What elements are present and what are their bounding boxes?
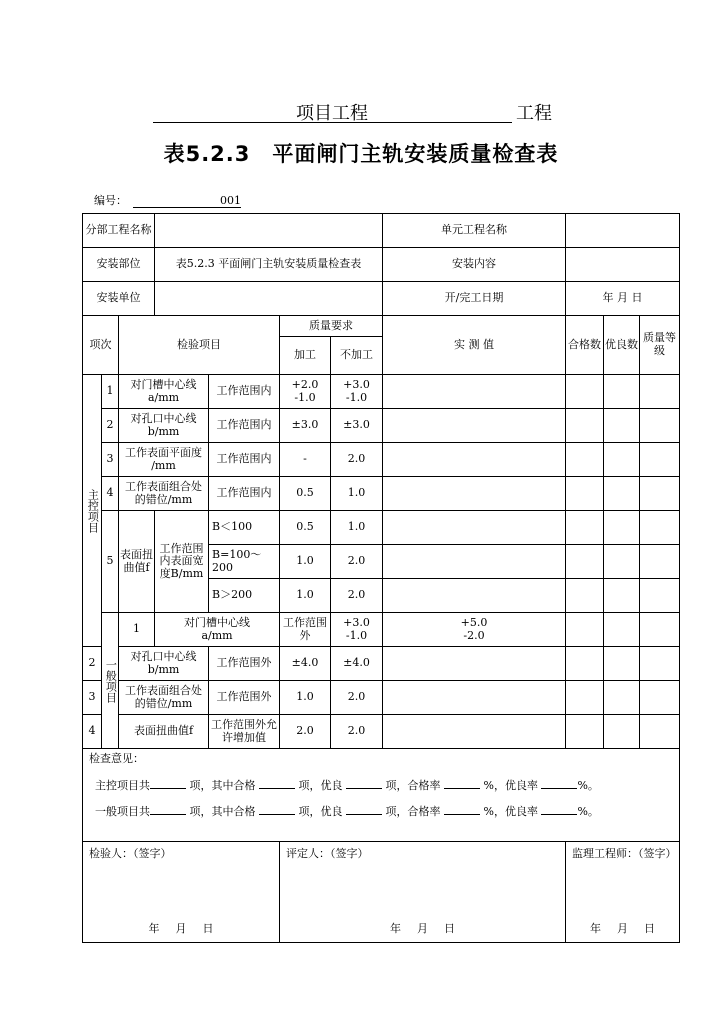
item-name: 对孔口中心线 b/mm — [119, 409, 209, 443]
measured-cell[interactable] — [383, 477, 566, 511]
unmachined-value: +5.0 -2.0 — [383, 613, 566, 647]
excellent-cell[interactable] — [604, 375, 640, 409]
item-scope: 工作范围外 — [209, 681, 280, 715]
unmachined-value: 2.0 — [331, 579, 383, 613]
grade-cell[interactable] — [640, 477, 680, 511]
item-no: 1 — [119, 613, 155, 647]
form-title-name: 平面闸门主轨安装质量检查表 — [272, 142, 559, 166]
qualified-cell[interactable] — [566, 681, 604, 715]
col-unmachined: 不加工 — [331, 337, 383, 375]
unmachined-value: 1.0 — [331, 477, 383, 511]
item-no: 4 — [83, 715, 102, 749]
comments-section — [83, 749, 680, 842]
form-title — [0, 138, 722, 168]
qualified-cell[interactable] — [604, 613, 640, 647]
measured-cell[interactable] — [383, 715, 566, 749]
excellent-cell[interactable] — [604, 715, 640, 749]
main-group-label: 主控项目 — [83, 375, 102, 647]
grade-cell[interactable] — [640, 647, 680, 681]
measured-cell[interactable] — [383, 579, 566, 613]
col-quality-req: 质量要求 — [280, 316, 383, 337]
item-no: 2 — [102, 409, 119, 443]
width-condition: B＞200 — [209, 579, 280, 613]
excellent-cell[interactable] — [604, 443, 640, 477]
machined-value: 2.0 — [280, 715, 331, 749]
col-item-no: 项次 — [83, 316, 119, 375]
measured-cell[interactable] — [383, 375, 566, 409]
item-name: 工作表面平面度 /mm — [119, 443, 209, 477]
excellent-cell[interactable] — [604, 511, 640, 545]
inspection-table — [82, 213, 680, 943]
item-no: 4 — [102, 477, 119, 511]
item-no: 2 — [83, 647, 102, 681]
measured-cell[interactable] — [383, 443, 566, 477]
machined-value: 0.5 — [280, 477, 331, 511]
general-excellent-rate-field[interactable] — [541, 814, 577, 815]
grade-cell[interactable] — [640, 511, 680, 545]
grade-cell[interactable] — [640, 545, 680, 579]
qualified-cell[interactable] — [566, 477, 604, 511]
main-summary-line: 主控项目共 项，其中合格 项，优良 项，合格率 %，优良率 %。 — [95, 778, 599, 792]
inspector-signature[interactable]: 检验人：（签字） 年 月 日 — [83, 842, 280, 943]
excellent-cell[interactable] — [640, 613, 680, 647]
measured-cell[interactable] — [383, 681, 566, 715]
grade-cell[interactable] — [640, 715, 680, 749]
item-name-b: 工作范围内表面宽度B/mm — [155, 511, 209, 613]
comments-title: 检查意见： — [89, 752, 144, 765]
unmachined-value: 2.0 — [331, 545, 383, 579]
item-scope: 工作范围外 — [209, 647, 280, 681]
unit-project-value[interactable] — [566, 214, 680, 248]
width-condition: B＜100 — [209, 511, 280, 545]
item-name-a: 表面扭曲值f — [119, 511, 155, 613]
unmachined-value: 2.0 — [331, 715, 383, 749]
machined-value: 1.0 — [280, 681, 331, 715]
project-label: 项目工程 — [296, 103, 368, 124]
install-unit-label: 安装单位 — [83, 282, 155, 316]
general-qualified-rate-field[interactable] — [444, 814, 480, 815]
measured-cell[interactable] — [383, 647, 566, 681]
unmachined-value: ±4.0 — [331, 647, 383, 681]
evaluator-signature[interactable]: 评定人：（签字） 年 月 日 — [280, 842, 566, 943]
machined-value: 1.0 — [280, 545, 331, 579]
machined-value: 0.5 — [280, 511, 331, 545]
machined-value: - — [280, 443, 331, 477]
machined-value: ±3.0 — [280, 409, 331, 443]
unmachined-value: 2.0 — [331, 443, 383, 477]
excellent-cell[interactable] — [604, 579, 640, 613]
item-scope: 工作范围内 — [209, 443, 280, 477]
excellent-cell[interactable] — [604, 545, 640, 579]
serial-number — [94, 192, 241, 208]
unit-project-label: 单元工程名称 — [383, 214, 566, 248]
item-scope: 工作范围内 — [209, 409, 280, 443]
width-condition: B=100～200 — [209, 545, 280, 579]
qualified-cell[interactable] — [566, 375, 604, 409]
qualified-cell[interactable] — [566, 579, 604, 613]
item-no: 5 — [102, 511, 119, 613]
serial-label: 编号： — [94, 194, 127, 207]
qualified-cell[interactable] — [566, 443, 604, 477]
serial-value: 001 — [133, 194, 241, 208]
qualified-cell[interactable] — [566, 511, 604, 545]
machined-value: +3.0 -1.0 — [331, 613, 383, 647]
main-excellent-field[interactable] — [346, 788, 382, 789]
machined-value: +2.0 -1.0 — [280, 375, 331, 409]
item-no: 3 — [83, 681, 102, 715]
col-inspection-item: 检验项目 — [119, 316, 280, 375]
measured-cell[interactable] — [383, 511, 566, 545]
sub-project-value[interactable] — [155, 214, 383, 248]
col-excellent-count: 优良数 — [604, 316, 640, 375]
col-machined: 加工 — [280, 337, 331, 375]
machined-value: 1.0 — [280, 579, 331, 613]
grade-cell[interactable] — [640, 409, 680, 443]
item-scope: 工作范围内 — [209, 477, 280, 511]
machined-value: ±4.0 — [280, 647, 331, 681]
item-name: 表面扭曲值f — [119, 715, 209, 749]
general-excellent-field[interactable] — [346, 814, 382, 815]
general-group-label: 一般项目 — [102, 613, 119, 749]
qualified-cell[interactable] — [566, 647, 604, 681]
item-name: 对孔口中心线 b/mm — [119, 647, 209, 681]
grade-cell[interactable] — [640, 681, 680, 715]
item-scope: 工作范围内 — [209, 375, 280, 409]
item-name: 对门槽中心线 a/mm — [155, 613, 280, 647]
item-name: 对门槽中心线 a/mm — [119, 375, 209, 409]
excellent-cell[interactable] — [604, 477, 640, 511]
main-qualified-field[interactable] — [259, 788, 295, 789]
excellent-cell[interactable] — [604, 647, 640, 681]
grade-cell[interactable] — [640, 443, 680, 477]
excellent-cell[interactable] — [604, 409, 640, 443]
unmachined-value: +3.0 -1.0 — [331, 375, 383, 409]
project-title-row — [0, 98, 722, 126]
col-quality-grade: 质量等级 — [640, 316, 680, 375]
engineering-label: 工程 — [516, 103, 552, 124]
grade-cell[interactable] — [640, 579, 680, 613]
form-title-code: 表5.2.3 — [163, 142, 251, 166]
install-part-label: 安装部位 — [83, 248, 155, 282]
qualified-cell[interactable] — [566, 409, 604, 443]
general-summary-line: 一般项目共 项，其中合格 项，优良 项，合格率 %，优良率 %。 — [95, 805, 599, 819]
qualified-cell[interactable] — [566, 545, 604, 579]
qualified-cell[interactable] — [566, 715, 604, 749]
item-name: 工作表面组合处 的错位/mm — [119, 477, 209, 511]
dates-value: 年 月 日 — [566, 282, 680, 316]
unmachined-value: 1.0 — [331, 511, 383, 545]
general-qualified-field[interactable] — [259, 814, 295, 815]
col-measured: 实 测 值 — [383, 316, 566, 375]
col-qualified-count: 合格数 — [566, 316, 604, 375]
install-part-value: 表5.2.3 平面闸门主轨安装质量检查表 — [155, 248, 383, 282]
measured-cell[interactable] — [383, 545, 566, 579]
grade-cell[interactable] — [640, 375, 680, 409]
install-content-label: 安装内容 — [383, 248, 566, 282]
supervisor-signature[interactable]: 监理工程师：（签字） 年 月 日 — [566, 842, 680, 943]
measured-cell[interactable] — [566, 613, 604, 647]
excellent-cell[interactable] — [604, 681, 640, 715]
unmachined-value: ±3.0 — [331, 409, 383, 443]
item-scope: 工作范围外允许增加值 — [209, 715, 280, 749]
item-scope: 工作范围外 — [280, 613, 331, 647]
item-no: 3 — [102, 443, 119, 477]
dates-label: 开/完工日期 — [383, 282, 566, 316]
item-no: 1 — [102, 375, 119, 409]
sub-project-label: 分部工程名称 — [83, 214, 155, 248]
unmachined-value: 2.0 — [331, 681, 383, 715]
install-content-value[interactable] — [566, 248, 680, 282]
main-excellent-rate-field[interactable] — [541, 788, 577, 789]
main-count-field[interactable] — [150, 788, 186, 789]
main-qualified-rate-field[interactable] — [444, 788, 480, 789]
install-unit-value[interactable] — [155, 282, 383, 316]
item-name: 工作表面组合处 的错位/mm — [119, 681, 209, 715]
general-count-field[interactable] — [150, 814, 186, 815]
measured-cell[interactable] — [383, 409, 566, 443]
